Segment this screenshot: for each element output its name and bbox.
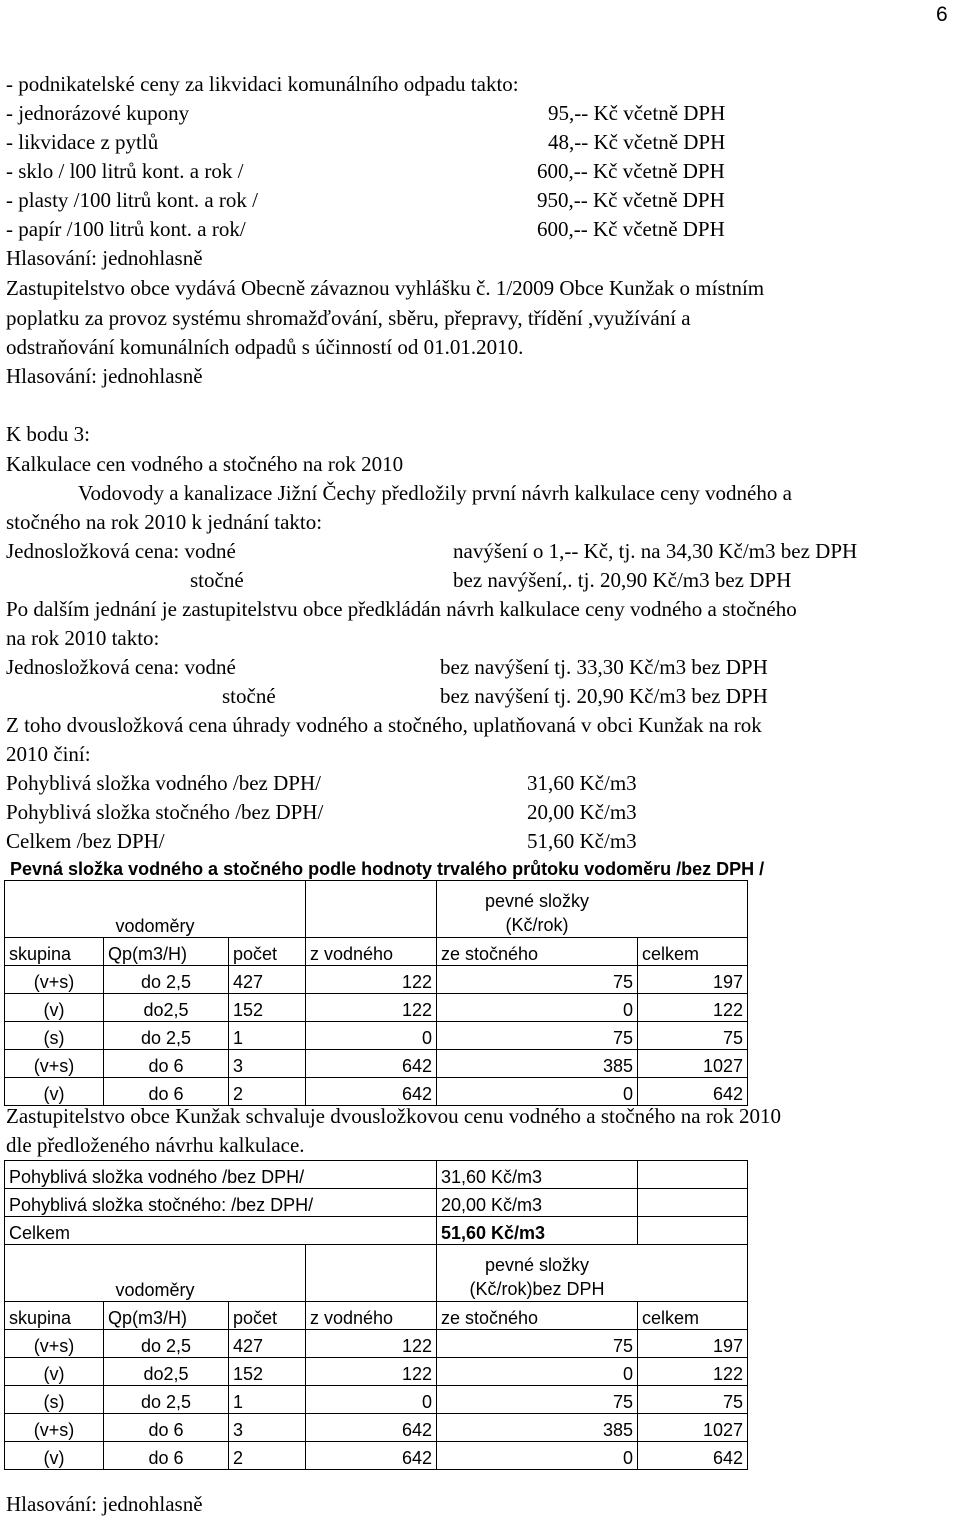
cell-pocet: 152: [229, 994, 306, 1022]
header-vodomery: vodoměry: [5, 881, 306, 938]
cell-skupina: (v+s): [5, 966, 104, 994]
resolution-line-3: odstraňování komunálních odpadů s účinností od 01.01.2010.: [6, 335, 524, 359]
final-vote: Hlasování: jednohlasně: [6, 1492, 203, 1516]
header-pevne-line2: (Kč/rok)bez DPH: [469, 1279, 605, 1299]
summary-label: Pohyblivá složka stočného: /bez DPH/: [5, 1189, 437, 1217]
cell-ze-stocneho: 385: [437, 1050, 638, 1078]
cell-ze-stocneho: 75: [437, 966, 638, 994]
header-empty: [306, 881, 437, 938]
resolution-line-1: Zastupitelstvo obce vydává Obecně závaznou vyhlášku č. 1/2009 Obce Kunžak o místním: [6, 276, 765, 300]
table-row: [5, 1414, 748, 1442]
cell-qp: do2,5: [104, 994, 229, 1022]
col-ze-stocneho: ze stočného: [437, 938, 638, 966]
cell-ze-stocneho: 0: [437, 1442, 638, 1470]
cell-qp: do 2,5: [104, 1386, 229, 1414]
point3-para3-line2: 2010 činí:: [6, 742, 91, 766]
cell-celkem: 1027: [638, 1050, 748, 1078]
cell-skupina: (v): [5, 1442, 104, 1470]
point3-heading: K bodu 3:: [6, 422, 90, 446]
summary-row: [5, 1161, 748, 1189]
table-row: [5, 1050, 748, 1078]
summary-label: Celkem: [5, 1217, 437, 1245]
first-stocne-value: bez navýšení,. tj. 20,90 Kč/m3 bez DPH: [453, 568, 792, 592]
col-skupina: skupina: [5, 938, 104, 966]
cell-celkem: 75: [638, 1022, 748, 1050]
cell-pocet: 427: [229, 966, 306, 994]
summary-row: [5, 1189, 748, 1217]
col-celkem: celkem: [638, 1302, 748, 1330]
summary-value: 31,60 Kč/m3: [437, 1161, 638, 1189]
cell-celkem: 197: [638, 1330, 748, 1358]
header-vodomery: vodoměry: [5, 1245, 306, 1302]
cell-pocet: 1: [229, 1022, 306, 1050]
cell-celkem: 122: [638, 994, 748, 1022]
col-ze-stocneho: ze stočného: [437, 1302, 638, 1330]
cell-pocet: 1: [229, 1386, 306, 1414]
table-row: [5, 994, 748, 1022]
table-columns-row: [5, 1302, 748, 1330]
cell-z-vodneho: 642: [306, 1078, 437, 1106]
cell-pocet: 2: [229, 1442, 306, 1470]
header-pevne-slozky: [437, 1245, 748, 1302]
second-stocne-value: bez navýšení tj. 20,90 Kč/m3 bez DPH: [440, 684, 768, 708]
table-columns-row: [5, 938, 748, 966]
cell-qp: do 2,5: [104, 966, 229, 994]
cell-qp: do 6: [104, 1442, 229, 1470]
header-pevne-slozky: [437, 881, 748, 938]
cell-z-vodneho: 642: [306, 1050, 437, 1078]
cell-ze-stocneho: 75: [437, 1386, 638, 1414]
cell-z-vodneho: 122: [306, 966, 437, 994]
summary-empty: [638, 1189, 748, 1217]
cell-skupina: (v): [5, 994, 104, 1022]
summary-value: 51,60 Kč/m3: [437, 1217, 638, 1245]
cell-celkem: 642: [638, 1442, 748, 1470]
cell-celkem: 1027: [638, 1414, 748, 1442]
cell-skupina: (s): [5, 1022, 104, 1050]
price-label-1: - likvidace z pytlů: [6, 130, 159, 154]
cell-celkem: 197: [638, 966, 748, 994]
price-label-3: - plasty /100 litrů kont. a rok /: [6, 188, 258, 212]
col-z-vodneho: z vodného: [306, 1302, 437, 1330]
col-qp: Qp(m3/H): [104, 1302, 229, 1330]
first-price-label: Jednosložková cena: vodné: [6, 539, 236, 563]
cell-z-vodneho: 122: [306, 994, 437, 1022]
point3-para2-line1: Po dalším jednání je zastupitelstvu obce předkládán návrh kalkulace ceny vodného a stočného: [6, 597, 797, 621]
cell-z-vodneho: 0: [306, 1386, 437, 1414]
summary-row: [5, 1217, 748, 1245]
col-pocet: počet: [229, 938, 306, 966]
cell-ze-stocneho: 75: [437, 1022, 638, 1050]
table-row: [5, 1078, 748, 1106]
cell-qp: do 6: [104, 1414, 229, 1442]
second-price-label: Jednosložková cena: vodné: [6, 655, 236, 679]
summary-empty: [638, 1217, 748, 1245]
resolution-line-2: poplatku za provoz systému shromažďování, sběru, přepravy, třídění ,využívání a: [6, 306, 691, 330]
component-label-0: Pohyblivá složka vodného /bez DPH/: [6, 771, 321, 795]
component-value-1: 20,00 Kč/m3: [527, 800, 637, 824]
cell-z-vodneho: 122: [306, 1330, 437, 1358]
cell-pocet: 152: [229, 1358, 306, 1386]
approved-price-table: [4, 1160, 748, 1470]
first-stocne-label: stočné: [190, 568, 244, 592]
table-row: [5, 1330, 748, 1358]
cell-ze-stocneho: 0: [437, 1358, 638, 1386]
summary-value: 20,00 Kč/m3: [437, 1189, 638, 1217]
table-header-row: [5, 1245, 748, 1302]
point3-para2-line2: na rok 2010 takto:: [6, 626, 160, 650]
price-label-2: - sklo / l00 litrů kont. a rok /: [6, 159, 244, 183]
header-pevne-line1: pevné složky: [484, 1255, 590, 1275]
price-value-3: 950,-- Kč včetně DPH: [537, 188, 725, 212]
first-vodne-value: navýšení o 1,-- Kč, tj. na 34,30 Kč/m3 bez DPH: [453, 539, 858, 563]
cell-celkem: 642: [638, 1078, 748, 1106]
cell-pocet: 3: [229, 1414, 306, 1442]
table-row: [5, 966, 748, 994]
cell-skupina: (v+s): [5, 1330, 104, 1358]
second-stocne-label: stočné: [222, 684, 276, 708]
col-qp: Qp(m3/H): [104, 938, 229, 966]
cell-skupina: (v): [5, 1358, 104, 1386]
cell-skupina: (v+s): [5, 1050, 104, 1078]
approval-line-1: Zastupitelstvo obce Kunžak schvaluje dvousložkovou cenu vodného a stočného na rok 2010: [6, 1104, 782, 1128]
cell-pocet: 2: [229, 1078, 306, 1106]
fixed-component-heading: Pevná složka vodného a stočného podle hodnoty trvalého průtoku vodoměru /bez DPH /: [10, 859, 765, 879]
component-value-2: 51,60 Kč/m3: [527, 829, 637, 853]
price-value-0: 95,-- Kč včetně DPH: [548, 101, 726, 125]
point3-para3-line1: Z toho dvousložková cena úhrady vodného a stočného, uplatňovaná v obci Kunžak na rok: [6, 713, 762, 737]
prices-intro: - podnikatelské ceny za likvidaci komunálního odpadu takto:: [6, 72, 519, 96]
cell-ze-stocneho: 385: [437, 1414, 638, 1442]
price-value-4: 600,-- Kč včetně DPH: [537, 217, 725, 241]
col-pocet: počet: [229, 1302, 306, 1330]
col-skupina: skupina: [5, 1302, 104, 1330]
cell-z-vodneho: 642: [306, 1414, 437, 1442]
cell-z-vodneho: 0: [306, 1022, 437, 1050]
cell-ze-stocneho: 0: [437, 1078, 638, 1106]
cell-skupina: (v+s): [5, 1414, 104, 1442]
cell-skupina: (v): [5, 1078, 104, 1106]
component-label-2: Celkem /bez DPH/: [6, 829, 165, 853]
page-number: 6: [936, 3, 948, 26]
header-pevne-line2: (Kč/rok): [505, 915, 569, 935]
price-value-2: 600,-- Kč včetně DPH: [537, 159, 725, 183]
price-label-0: - jednorázové kupony: [6, 101, 190, 125]
cell-celkem: 122: [638, 1358, 748, 1386]
cell-qp: do 2,5: [104, 1330, 229, 1358]
cell-ze-stocneho: 75: [437, 1330, 638, 1358]
table-row: [5, 1386, 748, 1414]
point3-para1-line1: Vodovody a kanalizace Jižní Čechy předložily první návrh kalkulace ceny vodného a: [78, 481, 792, 505]
col-celkem: celkem: [638, 938, 748, 966]
table-row: [5, 1358, 748, 1386]
summary-label: Pohyblivá složka vodného /bez DPH/: [5, 1161, 437, 1189]
cell-z-vodneho: 122: [306, 1358, 437, 1386]
cell-qp: do 6: [104, 1050, 229, 1078]
cell-qp: do2,5: [104, 1358, 229, 1386]
cell-ze-stocneho: 0: [437, 994, 638, 1022]
cell-qp: do 2,5: [104, 1022, 229, 1050]
summary-empty: [638, 1161, 748, 1189]
component-value-0: 31,60 Kč/m3: [527, 771, 637, 795]
price-value-1: 48,-- Kč včetně DPH: [548, 130, 726, 154]
col-z-vodneho: z vodného: [306, 938, 437, 966]
header-empty: [306, 1245, 437, 1302]
prices-vote: Hlasování: jednohlasně: [6, 246, 203, 270]
cell-celkem: 75: [638, 1386, 748, 1414]
second-vodne-value: bez navýšení tj. 33,30 Kč/m3 bez DPH: [440, 655, 768, 679]
cell-pocet: 3: [229, 1050, 306, 1078]
table-header-row: [5, 881, 748, 938]
component-label-1: Pohyblivá složka stočného /bez DPH/: [6, 800, 324, 824]
resolution-vote: Hlasování: jednohlasně: [6, 364, 203, 388]
cell-z-vodneho: 642: [306, 1442, 437, 1470]
point3-para1-line2: stočného na rok 2010 k jednání takto:: [6, 510, 323, 534]
point3-title: Kalkulace cen vodného a stočného na rok 2010: [6, 452, 404, 476]
cell-skupina: (s): [5, 1386, 104, 1414]
table-row: [5, 1442, 748, 1470]
fixed-component-table: [4, 880, 748, 1106]
price-label-4: - papír /100 litrů kont. a rok/: [6, 217, 246, 241]
table-row: [5, 1022, 748, 1050]
cell-pocet: 427: [229, 1330, 306, 1358]
header-pevne-line1: pevné složky: [484, 891, 590, 911]
cell-qp: do 6: [104, 1078, 229, 1106]
approval-line-2: dle předloženého návrhu kalkulace.: [6, 1133, 305, 1157]
